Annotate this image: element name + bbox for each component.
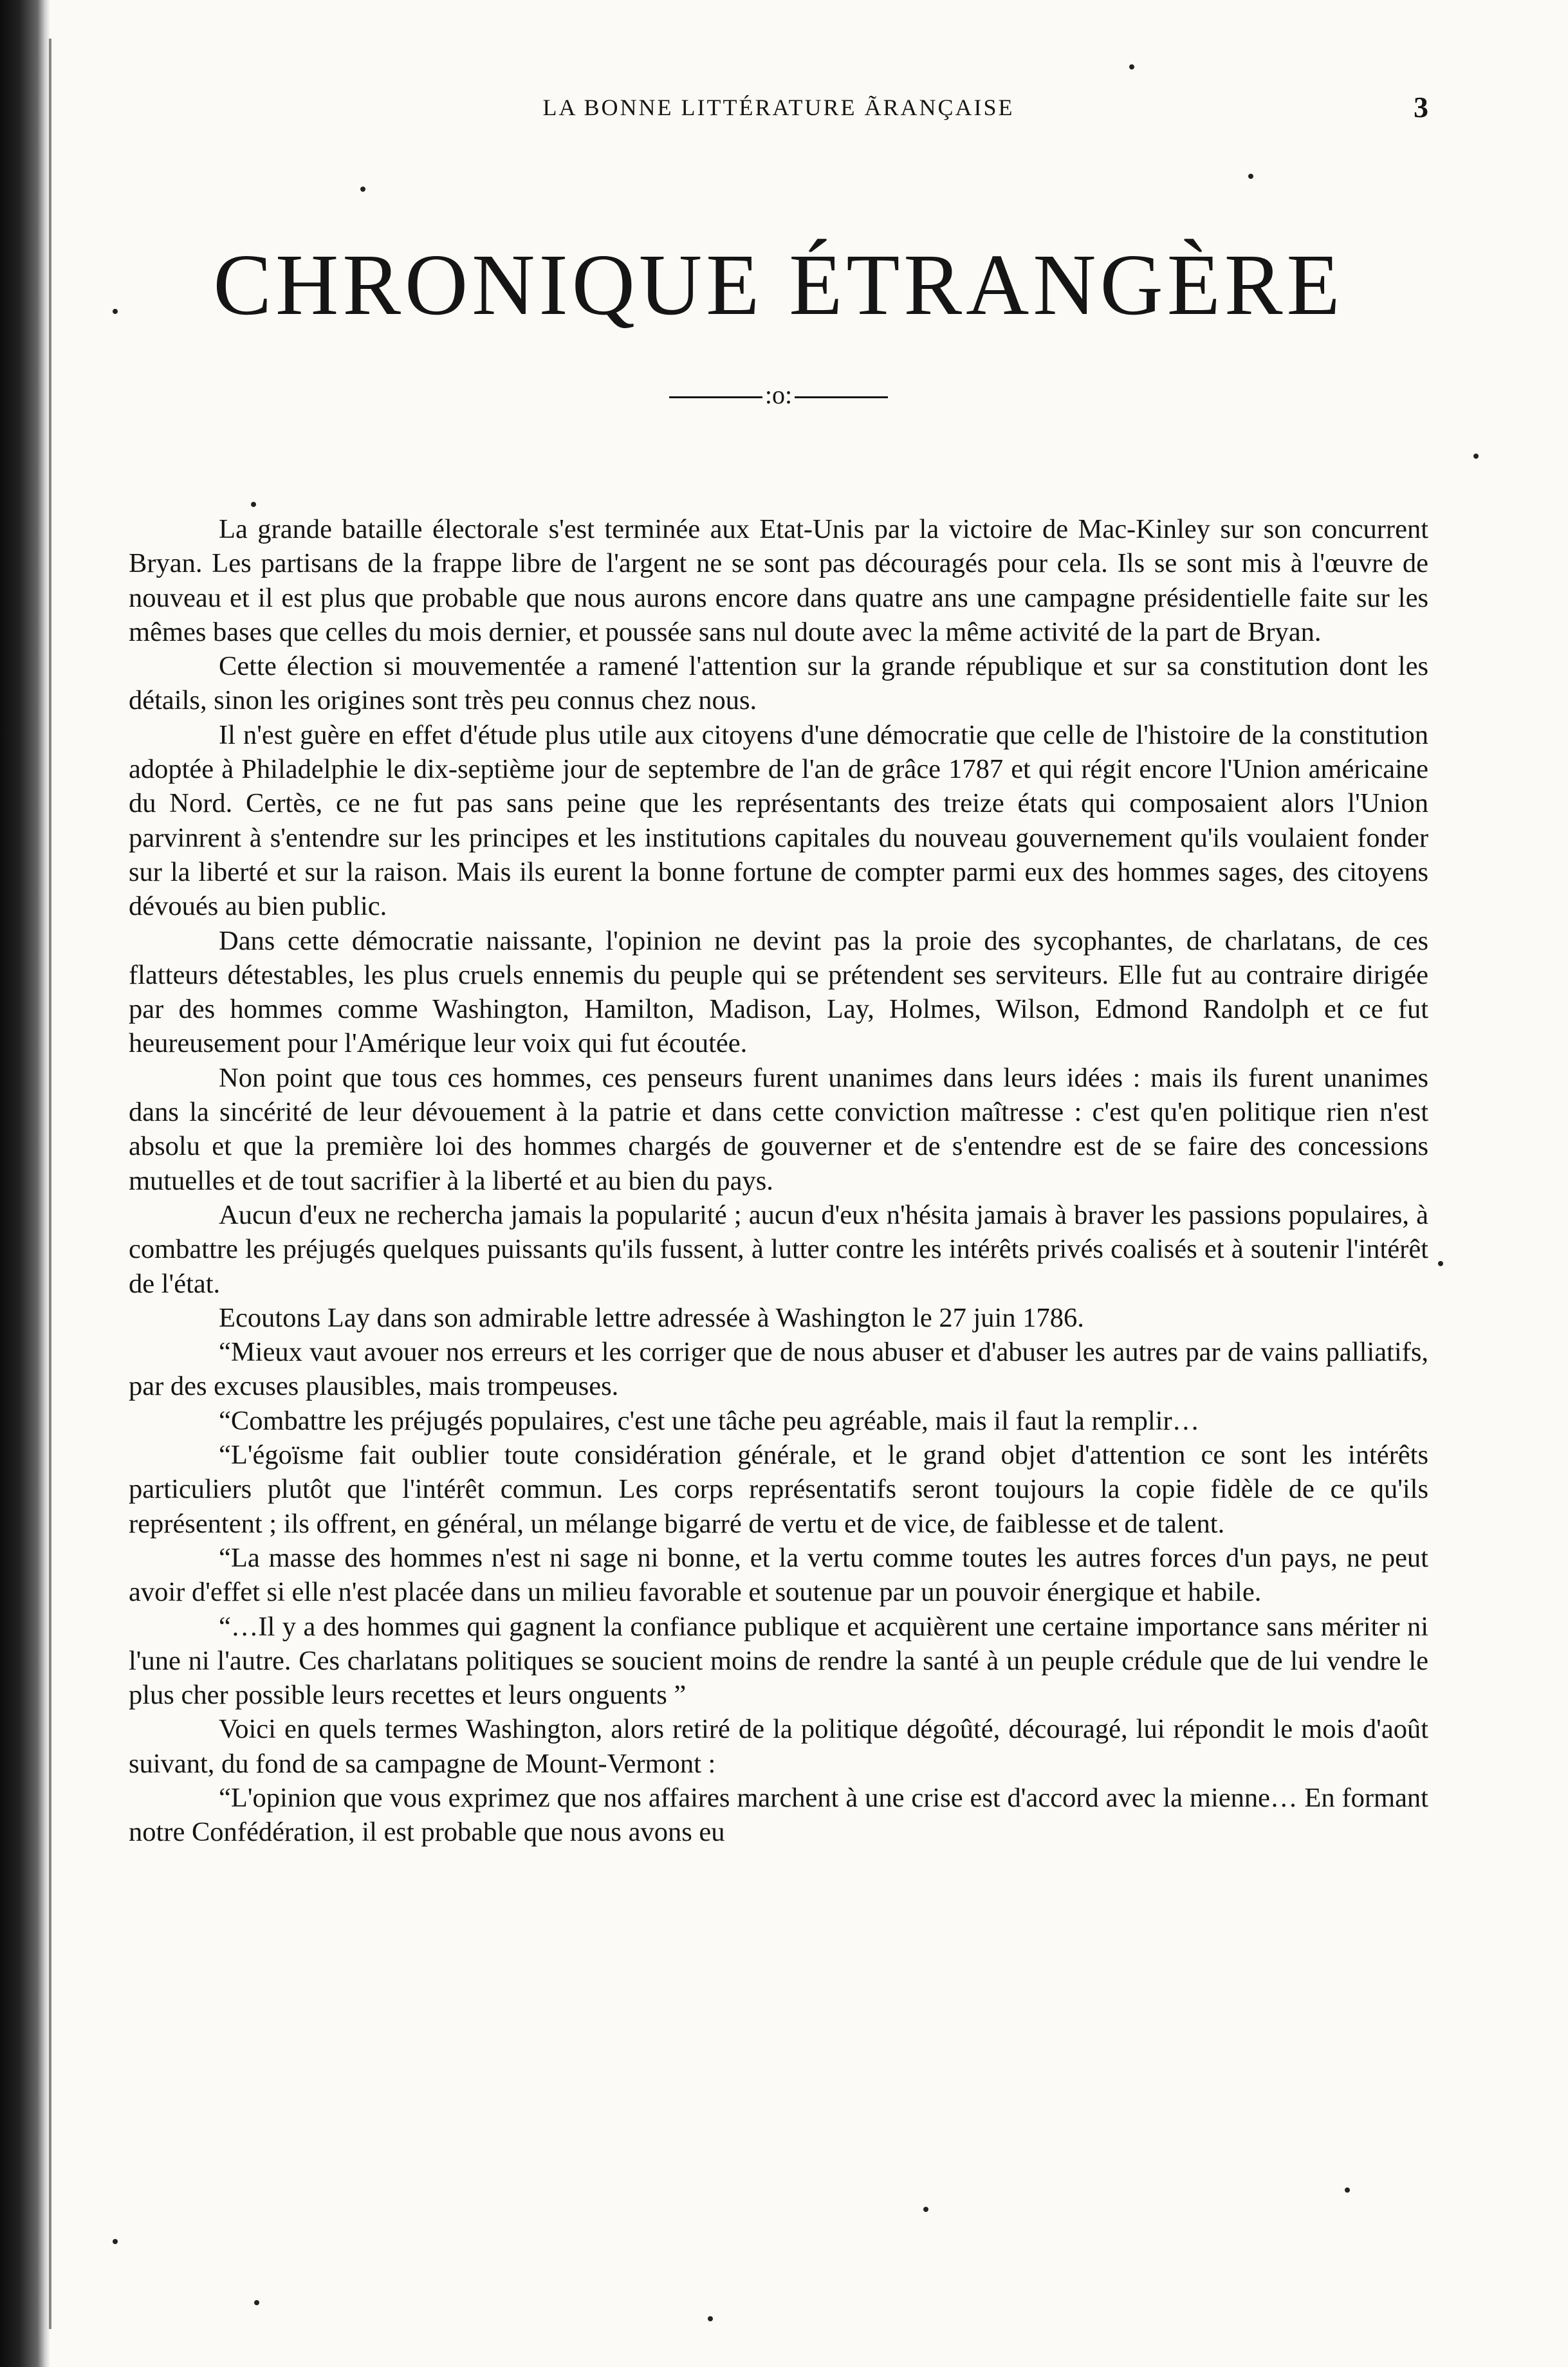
- quote-paragraph: “Combattre les préjugés populaires, c'est une tâche peu agréable, mais il faut la remplir…: [219, 1405, 1200, 1436]
- quote-paragraph: “L'égoïsme fait oublier toute considération générale, et le grand objet d'attention ce sont les intérêts particuliers plutôt que l'intérêt commun. Les corps représentatifs seront toujours la copie fidèle de ce qu'ils représentent ; ils offrent, en général, un mélange bigarré de vertu et de vice, de faiblesse et de talent.: [129, 1440, 1428, 1539]
- speck: [360, 187, 365, 192]
- article-title: CHRONIQUE ÉTRANGÈRE: [213, 237, 1344, 333]
- paragraph: Non point que tous ces hommes, ces penseurs furent unanimes dans leurs idées : mais ils furent unanimes dans la sincérité de leur dévouement à la patrie et dans cette conviction maîtresse : c'est qu'en politique rien n'est absolu et que la première loi des hommes chargés de gouverner et de s'entendre est de se faire des concessions mutuelles et de tout sacrifier à la liberté et au bien du pays.: [129, 1062, 1428, 1196]
- article-body: [129, 512, 1428, 1850]
- quote-paragraph: “La masse des hommes n'est ni sage ni bonne, et la vertu comme toutes les autres forces d'un pays, ne peut avoir d'effet si elle n'est placée dans un milieu favorable et soutenue par un pouvoir énergique et habile.: [129, 1542, 1428, 1608]
- book-binding-shadow: [0, 0, 50, 2367]
- ornament-glyph: :o:: [764, 380, 793, 409]
- speck: [113, 309, 118, 314]
- quote-paragraph: “L'opinion que vous exprimez que nos affaires marchent à une crise est d'accord avec la mienne… En formant notre Confédération, il est probable que nous avons eu: [129, 1782, 1428, 1848]
- speck: [254, 2300, 259, 2305]
- ornament-rule-left: [669, 396, 762, 398]
- running-head: [129, 90, 1428, 129]
- running-title: LA BONNE LITTÉRATURE ÃRANÇAISE: [542, 95, 1015, 120]
- paragraph: Dans cette démocratie naissante, l'opinion ne devint pas la proie des sycophantes, de charlatans, de ces flatteurs détestables, les plus cruels ennemis du peuple qui se prétendent ses serviteurs. Elle fut au contraire dirigée par des hommes comme Washington, Hamilton, Madison, Lay, Holmes, Wilson, Edmond Randolph et ce fut heureusement pour l'Amérique leur voix qui fut écoutée.: [129, 925, 1428, 1059]
- speck: [113, 2239, 118, 2244]
- title-ornament: [129, 380, 1428, 412]
- paragraph: Ecoutons Lay dans son admirable lettre adressée à Washington le 27 juin 1786.: [219, 1302, 1084, 1333]
- speck: [1248, 174, 1253, 179]
- paragraph: Cette élection si mouvementée a ramené l'attention sur la grande république et sur sa constitution dont les détails, sinon les origines sont très peu connus chez nous.: [129, 651, 1428, 716]
- speck: [1438, 1261, 1443, 1266]
- quote-paragraph: “Mieux vaut avouer nos erreurs et les corriger que de nous abuser et d'abuser les autres par de vains palliatifs, par des excuses plausibles, mais trompeuses.: [129, 1337, 1428, 1402]
- speck: [251, 502, 256, 507]
- speck: [708, 2316, 713, 2321]
- ornament-rule-right: [795, 396, 888, 398]
- paragraph: La grande bataille électorale s'est terminée aux Etat-Unis par la victoire de Mac-Kinley sur son concurrent Bryan. Les partisans de la frappe libre de l'argent ne se sont pas découragés pour cela. Ils se sont mis à l'œuvre de nouveau et il est plus que probable que nous aurons encore dans quatre ans une campagne présidentielle faite sur les mêmes bases que celles du mois dernier, et poussée sans nul doute avec la même activité de la part de Bryan.: [129, 514, 1428, 647]
- page-number: 3: [1414, 91, 1428, 124]
- paragraph: Il n'est guère en effet d'étude plus utile aux citoyens d'une démocratie que celle de l'histoire de la constitution adoptée à Philadelphie le dix-septième jour de septembre de l'an de grâce 1787 et qui régit encore l'Union américaine du Nord. Certès, ce ne fut pas sans peine que les représentants des treize états qui composaient alors l'Union parvinrent à s'entendre sur les principes et les institutions capitales du nouveau gouvernement qu'ils voulaient fonder sur la liberté et sur la raison. Mais ils eurent la bonne fortune de compter parmi eux des hommes sages, des citoyens dévoués au bien public.: [129, 719, 1428, 922]
- quote-paragraph: “…Il y a des hommes qui gagnent la confiance publique et acquièrent une certaine importance sans mériter ni l'une ni l'autre. Ces charlatans politiques se soucient moins de rendre la santé à un peuple crédule que de lui vendre le plus cher possible leurs recettes et leurs onguents ”: [129, 1611, 1428, 1711]
- speck: [923, 2207, 928, 2212]
- paragraph: Aucun d'eux ne rechercha jamais la popularité ; aucun d'eux n'hésita jamais à braver les passions populaires, à combattre les préjugés quelques puissants qu'ils fussent, à lutter contre les intérêts privés coalisés et à soutenir l'intérêt de l'état.: [129, 1199, 1428, 1299]
- speck: [1345, 2187, 1350, 2193]
- speck: [1473, 454, 1479, 459]
- speck: [1129, 64, 1134, 69]
- paragraph: Voici en quels termes Washington, alors retiré de la politique dégoûté, découragé, lui répondit le mois d'août suivant, du fond de sa campagne de Mount-Vermont :: [129, 1714, 1428, 1779]
